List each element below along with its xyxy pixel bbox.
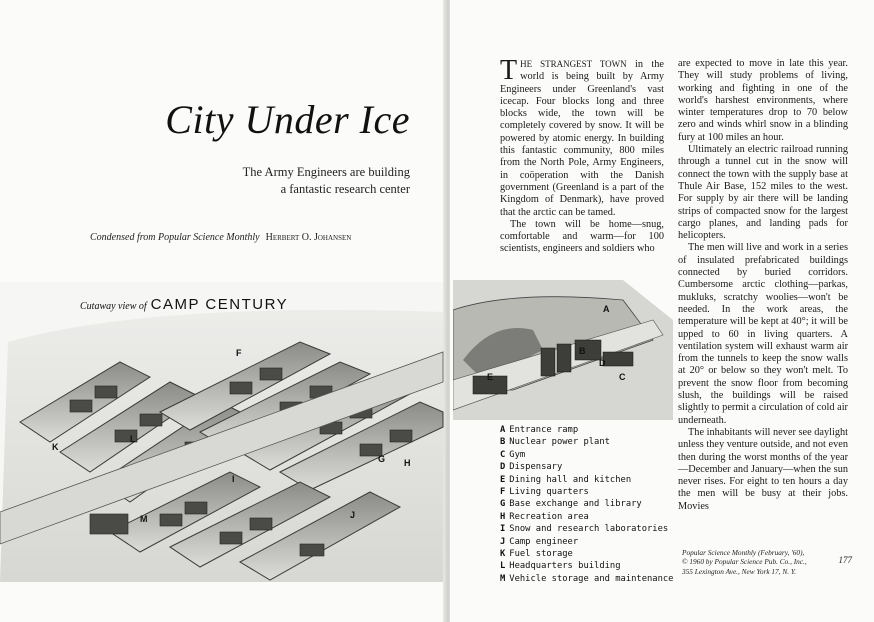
body-paragraph-5: The men will live and work in a series of insulated prefabricated buildings connected by buried corridors. Cumbersome arctic clothing—parkas, mukluks, scratchy woolies—won't be needed. In the work areas, the temperature will be kept at 40°; it will be upped to 60 in living quarters. A ventilation system will exhaust warm air from the tunnels to keep the snow walls at 20° or below so they won't melt. To prevent the snow floor from becoming slush, the buildings will be raised slightly to permit a circulation of cold air underneath. bbox=[678, 242, 848, 426]
callout-B: B bbox=[579, 346, 586, 356]
cutaway-illustration bbox=[0, 282, 500, 582]
callout-J: J bbox=[350, 510, 356, 520]
footer-line-2: © 1960 by Popular Science Pub. Co., Inc., bbox=[682, 557, 807, 567]
legend-item: M Vehicle storage and maintenance bbox=[500, 573, 674, 584]
callout-E: E bbox=[487, 372, 494, 382]
cutaway-label-name: CAMP CENTURY bbox=[150, 296, 289, 313]
callout-K: K bbox=[52, 442, 59, 452]
legend-item: J Camp engineer bbox=[500, 536, 579, 547]
cutaway-label bbox=[80, 296, 288, 313]
legend-item: I Snow and research laboratories bbox=[500, 524, 669, 535]
body-paragraph-4: Ultimately an electric railroad running through a tunnel cut in the snow will connect the town with the supply base at Thule Air Base, 152 miles to the west. For supply by air there will be landing strips of compacted snow for the largest cargo planes, and landing pads for helicopters. bbox=[678, 144, 848, 242]
callout-G: G bbox=[378, 454, 386, 464]
body-paragraph-6: The inhabitants will never see daylight unless they venture outside, and not even then during the worst months of the year—December and January—when the sun never rises. For eight to ten hours a day the men will be busy at their jobs. Movies bbox=[678, 426, 848, 512]
cutaway-illustration-right bbox=[453, 280, 673, 420]
body-paragraph-2: The town will be home—snug, comfortable and warm—for 100 scientists, engineers and soldiers who bbox=[500, 218, 664, 255]
legend-item: C Gym bbox=[500, 449, 526, 460]
legend-item: B Nuclear power plant bbox=[500, 437, 610, 448]
callout-F: F bbox=[236, 348, 242, 358]
callout-M: M bbox=[140, 514, 148, 524]
subtitle-line-1: The Army Engineers are building bbox=[242, 165, 410, 179]
legend-item: L Headquarters building bbox=[500, 561, 621, 572]
lead-in: HE STRANGEST TOWN bbox=[520, 59, 627, 69]
body-paragraph-3: are expected to move in late this year. They will study problems of living, working and fighting in one of the world's harshest environments, where winter temperatures drop to 70 below zero and winds whirl snow in a blinding fury at 100 miles an hour. bbox=[678, 58, 848, 143]
source-credit: Condensed from Popular Science Monthly bbox=[90, 232, 260, 243]
drop-cap: T bbox=[500, 55, 518, 86]
cutaway-label-prefix: Cutaway view of bbox=[80, 301, 147, 312]
subtitle-line-2: a fantastic research center bbox=[280, 182, 410, 196]
legend-item: H Recreation area bbox=[500, 511, 589, 522]
body-column-2 bbox=[678, 58, 848, 513]
footer-line-1: Popular Science Monthly (February, '60), bbox=[682, 548, 805, 557]
body-paragraph-1 bbox=[500, 55, 664, 219]
page-number: 177 bbox=[838, 555, 852, 565]
legend-item: E Dining hall and kitchen bbox=[500, 474, 632, 485]
legend-item: K Fuel storage bbox=[500, 549, 573, 560]
callout-I: I bbox=[232, 474, 235, 484]
article-credit bbox=[90, 232, 430, 243]
author-name: Herbert O. Johansen bbox=[265, 232, 352, 243]
callout-D: D bbox=[599, 358, 606, 368]
article-title: City Under Ice bbox=[165, 97, 410, 142]
legend-item: D Dispensary bbox=[500, 462, 563, 473]
callout-C: C bbox=[619, 372, 626, 382]
body-column-1 bbox=[500, 55, 664, 256]
callout-L: L bbox=[130, 434, 136, 444]
legend-item: A Entrance ramp bbox=[500, 425, 579, 435]
page-footer bbox=[682, 548, 852, 576]
callout-H: H bbox=[404, 458, 411, 468]
illustration-legend bbox=[500, 424, 674, 585]
footer-line-3: 355 Lexington Ave., New York 17, N. Y. bbox=[682, 566, 797, 576]
legend-item: F Living quarters bbox=[500, 487, 589, 498]
legend-item: G Base exchange and library bbox=[500, 499, 642, 510]
article-subtitle bbox=[190, 164, 410, 198]
body-paragraph-1-text: in the world is being built by Army Engineers under Greenland's vast icecap. Four blocks long and three blocks wide, the town will be completely covered by snow. It will be powered by atomic energy. In building this fantastic community, 800 miles from the North Pole, Army Engineers, in coöperation with the Danish government (Greenland is a part of the Kingdom of Denmark), have proved that the arctic can be tamed. bbox=[500, 59, 664, 218]
callout-A: A bbox=[603, 304, 610, 314]
